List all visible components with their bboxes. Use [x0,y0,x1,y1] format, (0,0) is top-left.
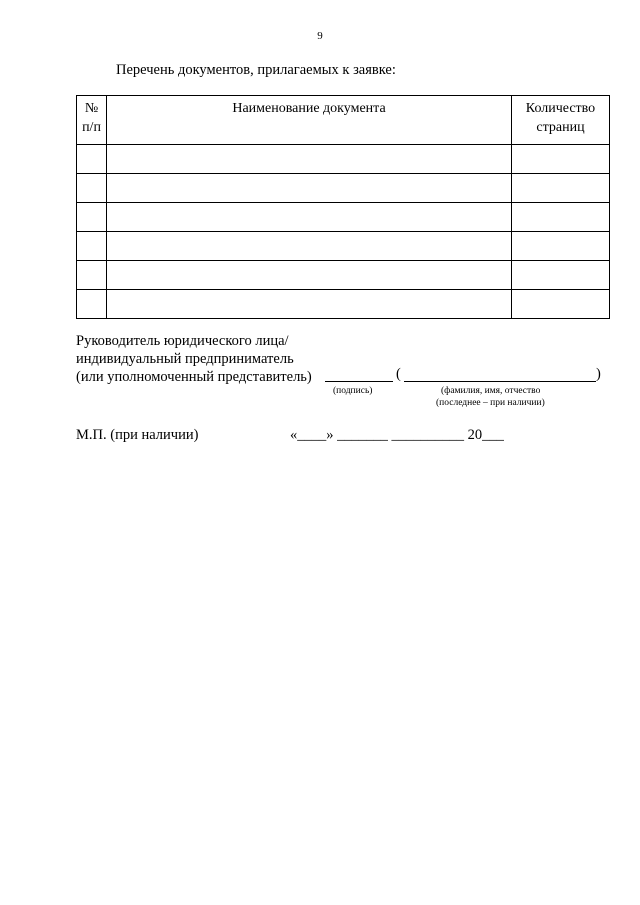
cell-document-name[interactable] [107,203,512,232]
full-name-field[interactable] [404,381,596,382]
signature-caption: (подпись) [333,386,373,396]
signer-line-1: Руководитель юридического лица/ [76,333,289,349]
header-document-name: Наименование документа [107,96,512,145]
full-name-caption-line1: (фамилия, имя, отчество [441,386,541,396]
table-row [77,261,610,290]
cell-page-count[interactable] [512,145,610,174]
date-field[interactable]: «____» _______ __________ 20___ [290,427,504,443]
signer-line-3: (или уполномоченный представитель) [76,369,312,385]
cell-number[interactable] [77,261,107,290]
name-paren-open: ( [396,366,401,382]
page-number: 9 [317,30,323,42]
header-number-line1: № [84,101,99,116]
header-number-line2: п/п [82,120,101,135]
cell-number[interactable] [77,174,107,203]
header-pages-line2: страниц [536,120,585,135]
cell-number[interactable] [77,232,107,261]
seal-label: М.П. (при наличии) [76,427,199,443]
table-row [77,145,610,174]
cell-document-name[interactable] [107,174,512,203]
cell-document-name[interactable] [107,290,512,319]
table-row [77,290,610,319]
table-row [77,232,610,261]
cell-page-count[interactable] [512,290,610,319]
cell-number[interactable] [77,290,107,319]
cell-number[interactable] [77,203,107,232]
cell-document-name[interactable] [107,145,512,174]
table-header-row [77,96,610,145]
header-number [77,96,107,145]
header-pages-line1: Количество [525,101,596,116]
signature-field[interactable] [325,381,393,382]
cell-page-count[interactable] [512,232,610,261]
signer-block [76,332,312,386]
full-name-caption-line2: (последнее – при наличии) [436,398,545,408]
cell-document-name[interactable] [107,232,512,261]
cell-page-count[interactable] [512,203,610,232]
cell-document-name[interactable] [107,261,512,290]
documents-table [76,95,610,319]
header-page-count [512,96,610,145]
name-paren-close: ) [596,366,601,382]
cell-number[interactable] [77,145,107,174]
cell-page-count[interactable] [512,261,610,290]
cell-page-count[interactable] [512,174,610,203]
table-row [77,203,610,232]
table-row [77,174,610,203]
documents-heading: Перечень документов, прилагаемых к заявке: [116,62,396,78]
signer-line-2: индивидуальный предприниматель [76,351,294,367]
